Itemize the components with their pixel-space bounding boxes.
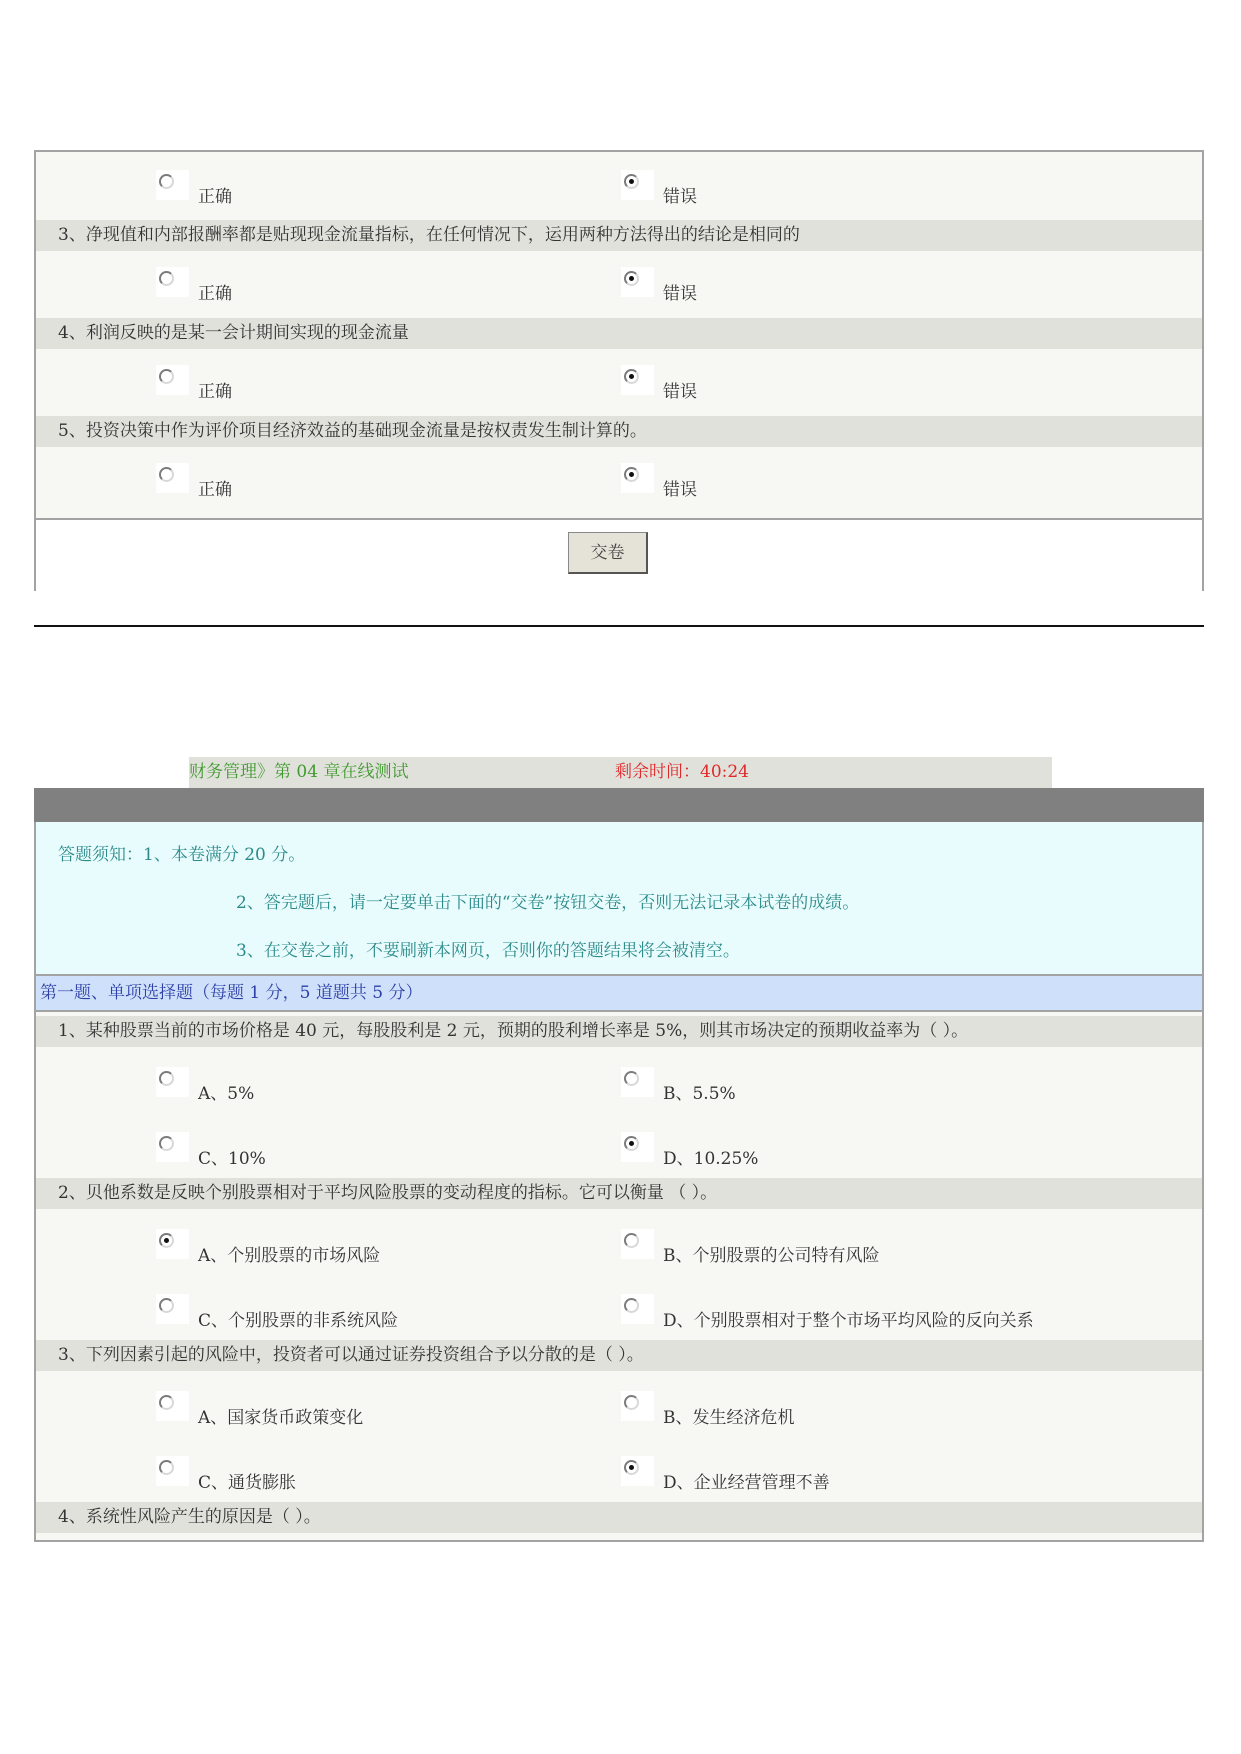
question-2-text: 2、贝他系数是反映个别股票相对于平均风险股票的变动程度的指标。它可以衡量 （ ）。	[36, 1178, 1202, 1209]
option-label: C、个别股票的非系统风险	[198, 1311, 399, 1331]
radio-button[interactable]	[156, 1229, 189, 1259]
judgement-panel	[34, 150, 1204, 591]
radio-button[interactable]	[156, 1294, 189, 1324]
radio-button[interactable]	[621, 1391, 654, 1421]
radio-button[interactable]	[156, 463, 189, 493]
option-label: A、5%	[198, 1084, 255, 1104]
page-divider	[34, 625, 1204, 627]
instruction-2: 2、答完题后，请一定要单击下面的“交卷”按钮交卷，否则无法记录本试卷的成绩。	[236, 893, 860, 913]
radio-button[interactable]	[156, 1456, 189, 1486]
header-band	[34, 788, 1204, 822]
radio-button[interactable]	[621, 1229, 654, 1259]
option-label: D、企业经营管理不善	[663, 1473, 830, 1493]
option-label: 错误	[663, 284, 697, 304]
radio-button[interactable]	[156, 1132, 189, 1162]
option-label: 正确	[198, 284, 232, 304]
section-title: 第一题、单项选择题（每题 1 分，5 道题共 5 分）	[34, 974, 1204, 1012]
option-label: B、个别股票的公司特有风险	[663, 1246, 880, 1266]
radio-button[interactable]	[621, 170, 654, 200]
radio-button[interactable]	[156, 170, 189, 200]
option-label: C、10%	[198, 1149, 266, 1169]
instructions-box	[34, 822, 1204, 974]
option-label: 正确	[198, 382, 232, 402]
instruction-1: 答题须知：1、本卷满分 20 分。	[58, 845, 306, 865]
option-label: 错误	[663, 382, 697, 402]
radio-button[interactable]	[621, 365, 654, 395]
option-label: A、个别股票的市场风险	[198, 1246, 381, 1266]
question-3-text: 3、净现值和内部报酬率都是贴现现金流量指标，在任何情况下，运用两种方法得出的结论是相同的	[36, 220, 1202, 251]
question-3-mcq-text: 3、下列因素引起的风险中，投资者可以通过证券投资组合予以分散的是（ ）。	[36, 1340, 1202, 1371]
option-label: D、10.25%	[663, 1149, 759, 1169]
question-4-text: 4、利润反映的是某一会计期间实现的现金流量	[36, 318, 1202, 349]
mcq-panel	[34, 1012, 1204, 1542]
option-label: 正确	[198, 187, 232, 207]
quiz-title-bar	[189, 757, 1052, 788]
radio-button[interactable]	[156, 267, 189, 297]
option-label: B、5.5%	[663, 1084, 736, 1104]
radio-button[interactable]	[621, 1294, 654, 1324]
submit-row	[36, 518, 1202, 593]
radio-button[interactable]	[156, 1067, 189, 1097]
radio-button[interactable]	[621, 1132, 654, 1162]
radio-button[interactable]	[156, 365, 189, 395]
remaining-time: 剩余时间：40:24	[615, 762, 749, 782]
radio-button[interactable]	[621, 1456, 654, 1486]
question-1-text: 1、某种股票当前的市场价格是 40 元，每股股利是 2 元，预期的股利增长率是 5%，则其市场决定的预期收益率为（ ）。	[36, 1016, 1202, 1047]
question-5-text: 5、投资决策中作为评价项目经济效益的基础现金流量是按权责发生制计算的。	[36, 416, 1202, 447]
option-label: 正确	[198, 480, 232, 500]
option-label: B、发生经济危机	[663, 1408, 795, 1428]
submit-button[interactable]: 交卷	[568, 532, 648, 574]
radio-button[interactable]	[156, 1391, 189, 1421]
option-label: 错误	[663, 187, 697, 207]
option-label: A、国家货币政策变化	[198, 1408, 364, 1428]
option-label: 错误	[663, 480, 697, 500]
radio-button[interactable]	[621, 1067, 654, 1097]
option-label: D、个别股票相对于整个市场平均风险的反向关系	[663, 1311, 1034, 1331]
radio-button[interactable]	[621, 463, 654, 493]
radio-button[interactable]	[621, 267, 654, 297]
instruction-3: 3、在交卷之前，不要刷新本网页，否则你的答题结果将会被清空。	[236, 941, 740, 961]
option-label: C、通货膨胀	[198, 1473, 297, 1493]
question-4-mcq-text: 4、系统性风险产生的原因是（ ）。	[36, 1502, 1202, 1533]
quiz-title: 财务管理》第 04 章在线测试	[189, 762, 409, 782]
